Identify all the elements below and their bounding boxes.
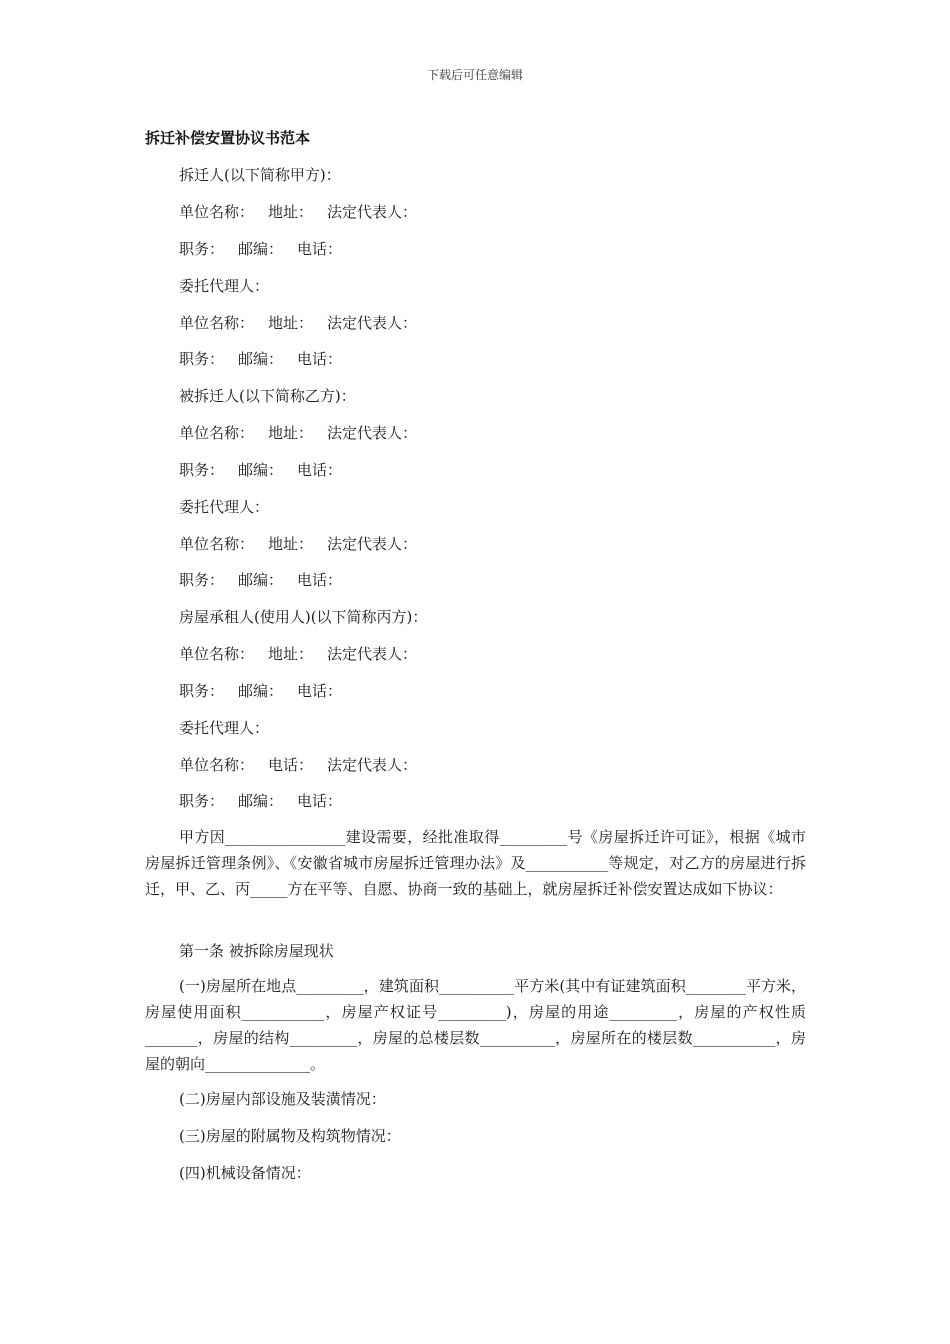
intro-paragraph: 甲方因________________建设需要，经批准取得_________号《房屋拆迁许可证》，根据《城市房屋拆迁管理条例》、《安徽省城市房屋拆迁管理办法》及___________等规定，对乙方的房屋进行拆迁，甲、乙、丙_____方在平等、自愿、协商一致的基础上，就房屋拆迁补偿安置达成如下协议： <box>145 828 806 898</box>
document-title: 拆迁补偿安置协议书范本 <box>145 129 311 147</box>
legal-rep-label: 法定代表人： <box>327 645 418 663</box>
party-b-unit-line <box>179 422 417 443</box>
postcode-label: 邮编： <box>238 461 284 479</box>
legal-rep-label: 法定代表人： <box>327 535 418 553</box>
unit-name-label: 单位名称： <box>179 535 255 553</box>
article-1-heading: 第一条 被拆除房屋现状 <box>179 942 334 960</box>
legal-rep-label: 法定代表人： <box>327 314 418 332</box>
legal-rep-label: 法定代表人： <box>327 203 418 221</box>
unit-name-label: 单位名称： <box>179 645 255 663</box>
party-a-unit-line <box>179 201 417 222</box>
party-b-agent-heading: 委托代理人： <box>179 498 270 516</box>
address-label: 地址： <box>268 203 314 221</box>
party-b-agent-unit-line <box>179 533 417 554</box>
party-a-agent-unit-line <box>179 312 417 333</box>
postcode-label: 邮编： <box>238 792 284 810</box>
party-c-agent-unit-line <box>179 754 417 775</box>
position-label: 职务： <box>179 682 225 700</box>
party-b-contact-line <box>179 459 342 480</box>
party-c-heading: 房屋承租人(使用人)(以下简称丙方)： <box>179 608 428 626</box>
postcode-label: 邮编： <box>238 571 284 589</box>
phone-label: 电话： <box>297 571 343 589</box>
address-label: 地址： <box>268 314 314 332</box>
party-b-agent-contact-line <box>179 569 342 590</box>
party-a-contact-line <box>179 238 342 259</box>
postcode-label: 邮编： <box>238 240 284 258</box>
legal-rep-label: 法定代表人： <box>327 424 418 442</box>
position-label: 职务： <box>179 571 225 589</box>
phone-label: 电话： <box>268 756 314 774</box>
phone-label: 电话： <box>297 240 343 258</box>
position-label: 职务： <box>179 240 225 258</box>
article-1-item-3: (三)房屋的附属物及构筑物情况： <box>179 1127 401 1145</box>
position-label: 职务： <box>179 792 225 810</box>
party-c-unit-line <box>179 643 417 664</box>
phone-label: 电话： <box>297 461 343 479</box>
party-c-contact-line <box>179 680 342 701</box>
position-label: 职务： <box>179 350 225 368</box>
party-c-agent-heading: 委托代理人： <box>179 719 270 737</box>
party-b-heading: 被拆迁人(以下简称乙方)： <box>179 387 356 405</box>
postcode-label: 邮编： <box>238 350 284 368</box>
unit-name-label: 单位名称： <box>179 314 255 332</box>
legal-rep-label: 法定代表人： <box>327 756 418 774</box>
address-label: 地址： <box>268 645 314 663</box>
header-note: 下载后可任意编辑 <box>426 68 523 82</box>
article-1-item-4: (四)机械设备情况： <box>179 1164 311 1182</box>
party-a-agent-contact-line <box>179 348 342 369</box>
phone-label: 电话： <box>297 792 343 810</box>
article-1-item-2: (二)房屋内部设施及装潢情况： <box>179 1090 386 1108</box>
position-label: 职务： <box>179 461 225 479</box>
unit-name-label: 单位名称： <box>179 424 255 442</box>
phone-label: 电话： <box>297 682 343 700</box>
address-label: 地址： <box>268 535 314 553</box>
phone-label: 电话： <box>297 350 343 368</box>
party-a-heading: 拆迁人(以下简称甲方)： <box>179 166 341 184</box>
article-1-item-1: (一)房屋所在地点_________，建筑面积__________平方米(其中有证建筑面积________平方米，房屋使用面积___________，房屋产权证号_________)，房屋的用途_________，房屋的产权性质_______，房屋的结构_________，房屋的总楼层数__________，房屋所在的楼层数___________，房屋的朝向______________。 <box>145 977 806 1073</box>
address-label: 地址： <box>268 424 314 442</box>
unit-name-label: 单位名称： <box>179 756 255 774</box>
party-c-agent-contact-line <box>179 790 342 811</box>
party-a-agent-heading: 委托代理人： <box>179 277 270 295</box>
unit-name-label: 单位名称： <box>179 203 255 221</box>
postcode-label: 邮编： <box>238 682 284 700</box>
